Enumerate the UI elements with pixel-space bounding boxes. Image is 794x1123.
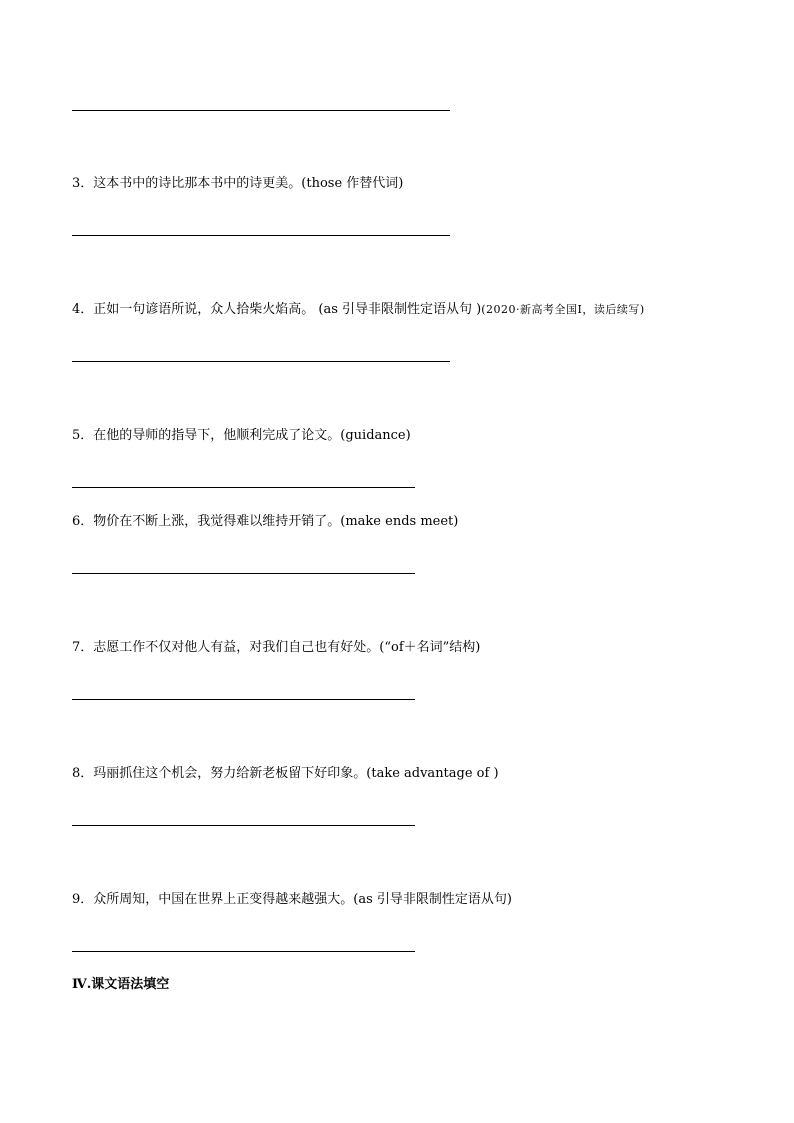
section-heading: Ⅳ.课文语法填空 [72, 977, 170, 992]
answer-line-2 [72, 110, 450, 111]
answer-line-3 [72, 235, 450, 236]
answer-line-7 [72, 699, 415, 700]
answer-line-8 [72, 825, 415, 826]
question-5: 5．在他的导师的指导下，他顺利完成了论文。(guidance) [72, 428, 411, 443]
answer-line-6 [72, 573, 415, 574]
question-4-source: (2020·新高考全国Ⅰ，读后续写) [481, 303, 645, 316]
question-8: 8．玛丽抓住这个机会，努力给新老板留下好印象。(take advantage of ) [72, 766, 499, 781]
question-9: 9．众所周知，中国在世界上正变得越来越强大。(as 引导非限制性定语从句) [72, 892, 512, 907]
question-6: 6．物价在不断上涨，我觉得难以维持开销了。(make ends meet) [72, 514, 459, 529]
answer-line-4 [72, 361, 450, 362]
question-7: 7．志愿工作不仅对他人有益，对我们自己也有好处。(“of＋名词”结构) [72, 640, 481, 655]
answer-line-9 [72, 951, 415, 952]
answer-line-5 [72, 487, 415, 488]
question-3: 3．这本书中的诗比那本书中的诗更美。(those 作替代词) [72, 176, 404, 191]
question-4-text: 4．正如一句谚语所说，众人拾柴火焰高。 (as 引导非限制性定语从句 ) [72, 302, 482, 317]
question-4 [72, 302, 645, 318]
